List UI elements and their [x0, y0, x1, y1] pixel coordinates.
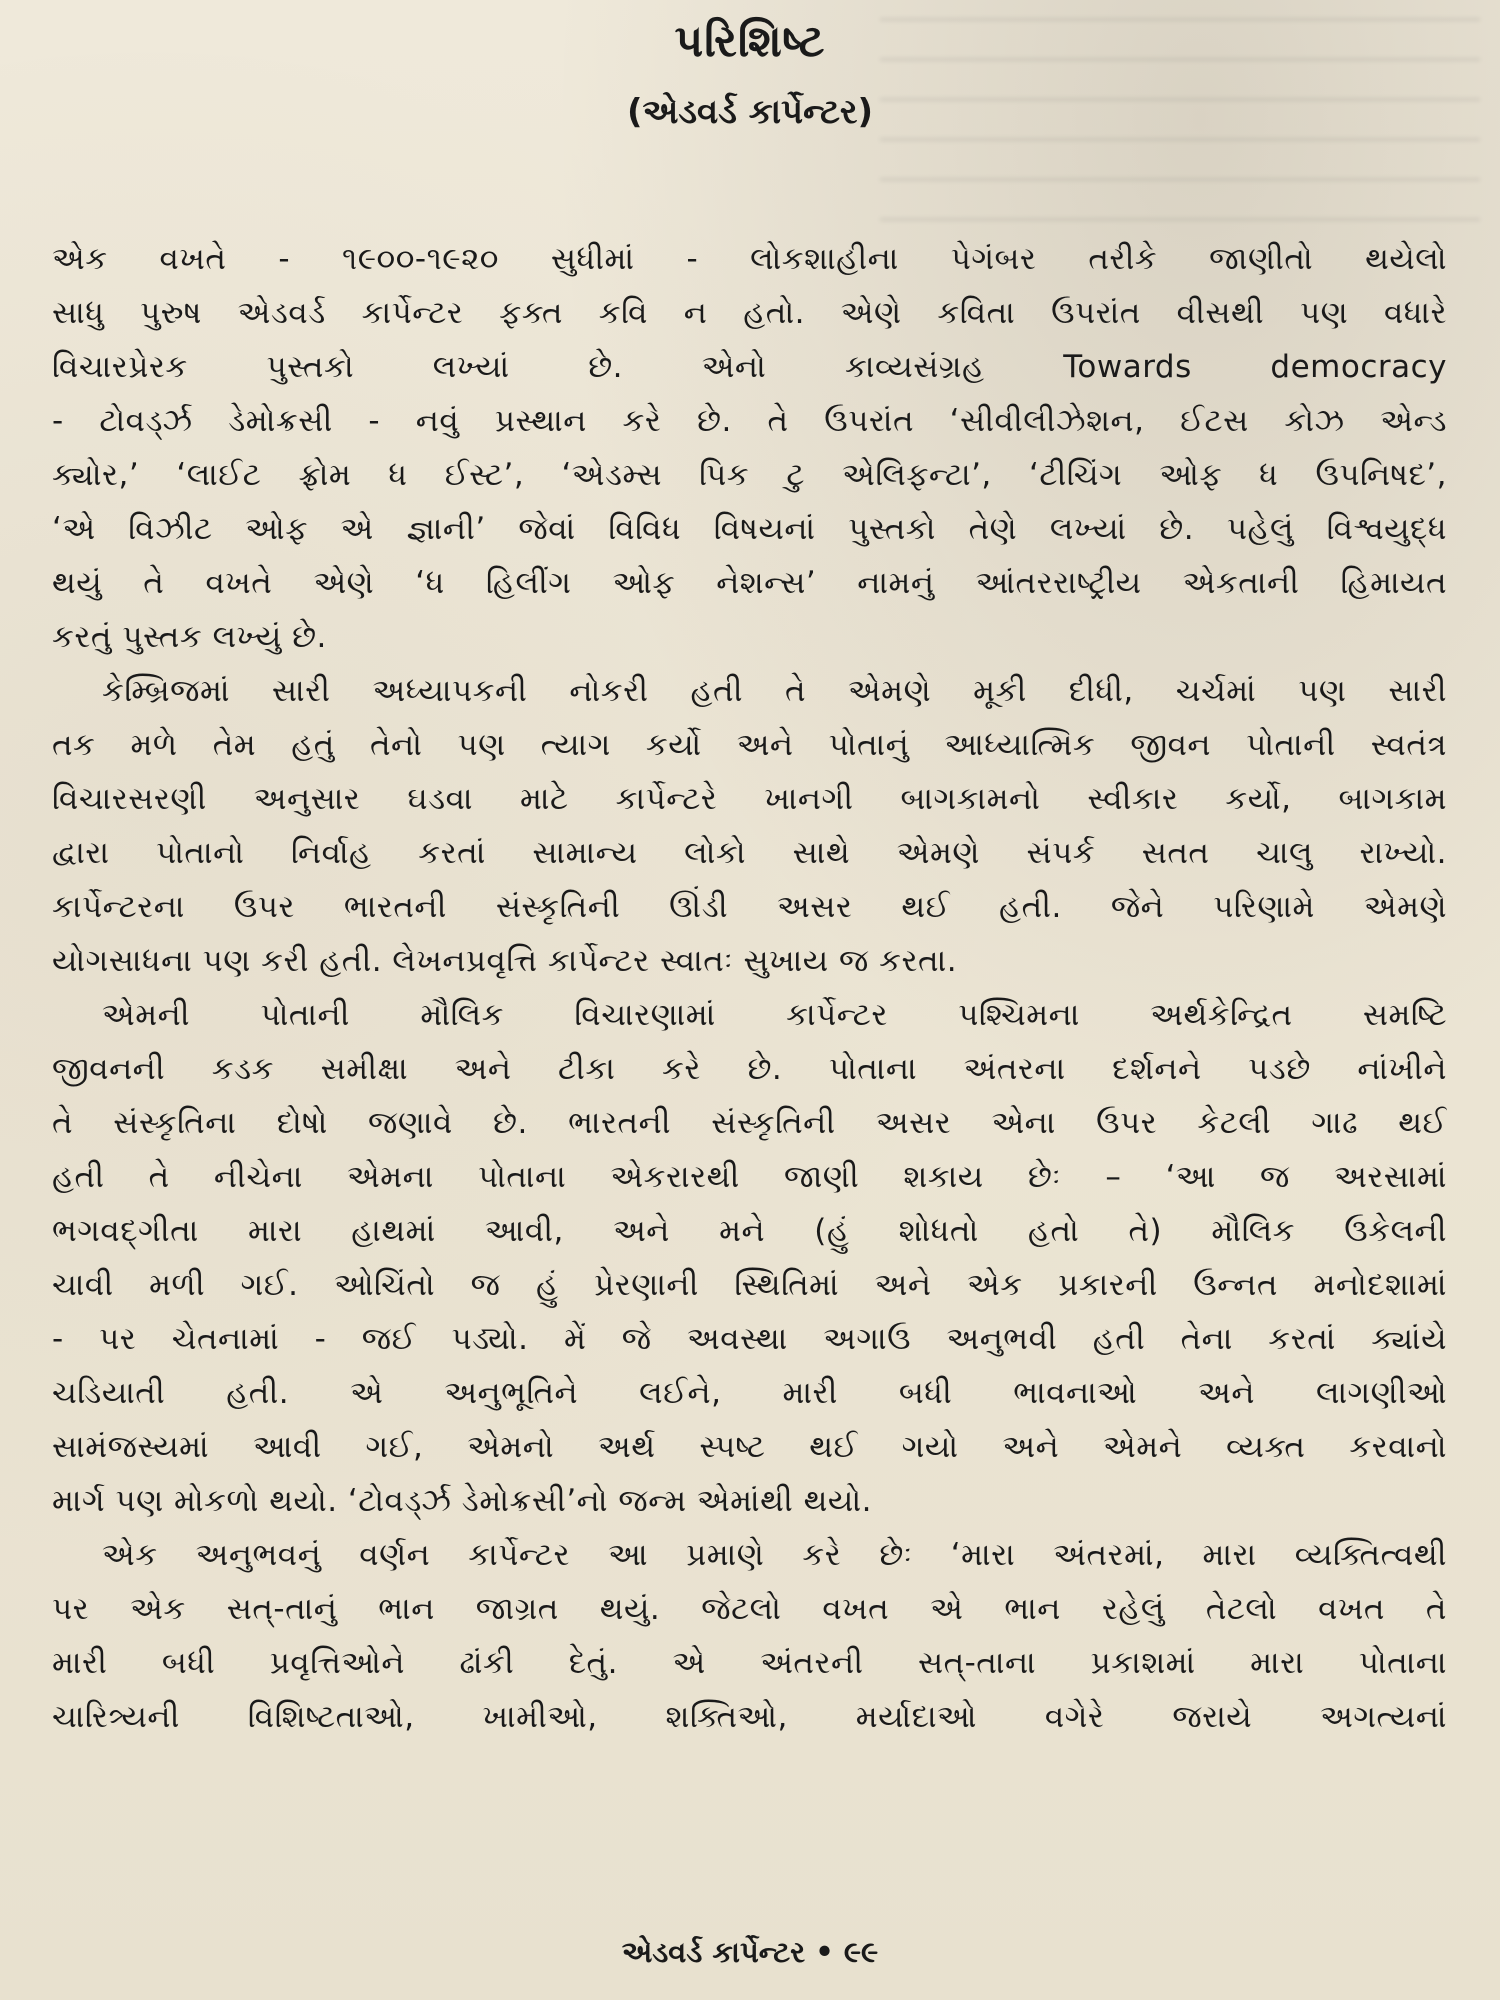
text-line: સામંજસ્યમાં આવી ગઈ, એમનો અર્થ સ્પષ્ટ થઈ ગયો અને એમને વ્યક્ત કરવાનો: [52, 1429, 1447, 1465]
text-line: ભગવદ્ગીતા મારા હાથમાં આવી, અને મને (હું શોધતો હતો તે) મૌલિક ઉકેલની: [52, 1213, 1447, 1249]
text-line: ‘એ વિઝીટ ઓફ એ જ્ઞાની’ જેવાં વિવિધ વિષયનાં પુસ્તકો તેણે લખ્યાં છે. પહેલું વિશ્વયુદ્ધ: [52, 511, 1447, 547]
text-line: એક વખતે - ૧૯૦૦-૧૯૨૦ સુધીમાં - લોકશાહીના પેગંબર તરીકે જાણીતો થયેલો: [52, 241, 1447, 277]
text-line: યોગસાધના પણ કરી હતી. લેખનપ્રવૃત્તિ કાર્પેન્ટર સ્વાતઃ સુખાય જ કરતા.: [52, 943, 958, 979]
page-subtitle: (એડવર્ડ કાર્પેન્ટર): [626, 92, 874, 132]
paragraph-3: [52, 988, 1447, 1528]
text-line: - ટોવર્ડ્ઝ ડેમોક્રસી - નવું પ્રસ્થાન કરે છે. તે ઉપરાંત ‘સીવીલીઝેશન, ઈટસ કોઝ એન્ડ: [52, 403, 1447, 439]
paragraph-2: [52, 664, 1447, 988]
text-line: ચાવી મળી ગઈ. ઓચિંતો જ હું પ્રેરણાની સ્થિતિમાં અને એક પ્રકારની ઉન્નત મનોદશામાં: [52, 1267, 1447, 1303]
text-line: કાર્પેન્ટરના ઉપર ભારતની સંસ્કૃતિની ઊંડી અસર થઈ હતી. જેને પરિણામે એમણે: [52, 889, 1447, 925]
text-line: એક અનુભવનું વર્ણન કાર્પેન્ટર આ પ્રમાણે કરે છેઃ ‘મારા અંતરમાં, મારા વ્યક્તિત્વથી: [102, 1537, 1447, 1573]
text-line: - પર ચેતનામાં - જઈ પડ્યો. મેં જે અવસ્થા અગાઉ અનુભવી હતી તેના કરતાં ક્યાંયે: [52, 1321, 1447, 1357]
text-line: વિચારપ્રેરક પુસ્તકો લખ્યાં છે. એનો કાવ્યસંગ્રહ Towards democracy: [52, 349, 1447, 385]
text-line: થયું તે વખતે એણે ‘ધ હિલીંગ ઓફ નેશન્સ’ નામનું આંતરરાષ્ટ્રીય એકતાની હિમાયત: [52, 565, 1447, 601]
body-text: [52, 232, 1447, 1744]
text-line: હતી તે નીચેના એમના પોતાના એકરારથી જાણી શકાય છેઃ – ‘આ જ અરસામાં: [52, 1159, 1447, 1195]
text-line: પર એક સત્-તાનું ભાન જાગ્રત થયું. જેટલો વખત એ ભાન રહેલું તેટલો વખત તે: [52, 1591, 1447, 1627]
text-line: જીવનની કડક સમીક્ષા અને ટીકા કરે છે. પોતાના અંતરના દર્શનને પડછે નાંખીને: [52, 1051, 1447, 1087]
text-line: એમની પોતાની મૌલિક વિચારણામાં કાર્પેન્ટર પશ્ચિમના અર્થકેન્દ્રિત સમષ્ટિ: [102, 997, 1447, 1033]
paragraph-4: [52, 1528, 1447, 1744]
text-line: તક મળે તેમ હતું તેનો પણ ત્યાગ કર્યો અને પોતાનું આધ્યાત્મિક જીવન પોતાની સ્વતંત્ર: [52, 727, 1447, 763]
text-line: ચારિત્ર્યની વિશિષ્ટતાઓ, ખામીઓ, શક્તિઓ, મર્યાદાઓ વગેરે જરાયે અગત્યનાં: [52, 1699, 1447, 1735]
text-line: મારી બધી પ્રવૃત્તિઓને ઢાંકી દેતું. એ અંતરની સત્-તાના પ્રકાશમાં મારા પોતાના: [52, 1645, 1447, 1681]
paragraph-1: [52, 232, 1447, 664]
text-line: કેમ્બ્રિજમાં સારી અધ્યાપકની નોકરી હતી તે એમણે મૂકી દીધી, ચર્ચમાં પણ સારી: [102, 673, 1447, 709]
text-line: દ્વારા પોતાનો નિર્વાહ કરતાં સામાન્ય લોકો સાથે એમણે સંપર્ક સતત ચાલુ રાખ્યો.: [52, 835, 1447, 871]
page-footer: એડવર્ડ કાર્પેન્ટર • ૯૯: [621, 1935, 879, 1969]
text-line: તે સંસ્કૃતિના દોષો જણાવે છે. ભારતની સંસ્કૃતિની અસર એના ઉપર કેટલી ગાઢ થઈ: [52, 1105, 1447, 1141]
text-line: કરતું પુસ્તક લખ્યું છે.: [52, 619, 327, 655]
text-line: ચડિયાતી હતી. એ અનુભૂતિને લઈને, મારી બધી ભાવનાઓ અને લાગણીઓ: [52, 1375, 1447, 1411]
text-line: માર્ગ પણ મોકળો થયો. ‘ટોવર્ડ્ઝ ડેમોક્રસી’નો જન્મ એમાંથી થયો.: [52, 1483, 872, 1519]
text-line: સાધુ પુરુષ એડવર્ડ કાર્પેન્ટર ફક્ત કવિ ન હતો. એણે કવિતા ઉપરાંત વીસથી પણ વધારે: [52, 295, 1447, 331]
text-line: વિચારસરણી અનુસાર ઘડવા માટે કાર્પેન્ટરે ખાનગી બાગકામનો સ્વીકાર કર્યો, બાગકામ: [52, 781, 1447, 817]
page-title: પરિશિષ્ટ: [674, 16, 826, 67]
text-line: ક્યોર,’ ‘લાઈટ ફ્રોમ ધ ઈસ્ટ’, ‘એડમ્સ પિક ટુ એલિફન્ટા’, ‘ટીચિંગ ઓફ ધ ઉપનિષદ’,: [52, 457, 1447, 493]
